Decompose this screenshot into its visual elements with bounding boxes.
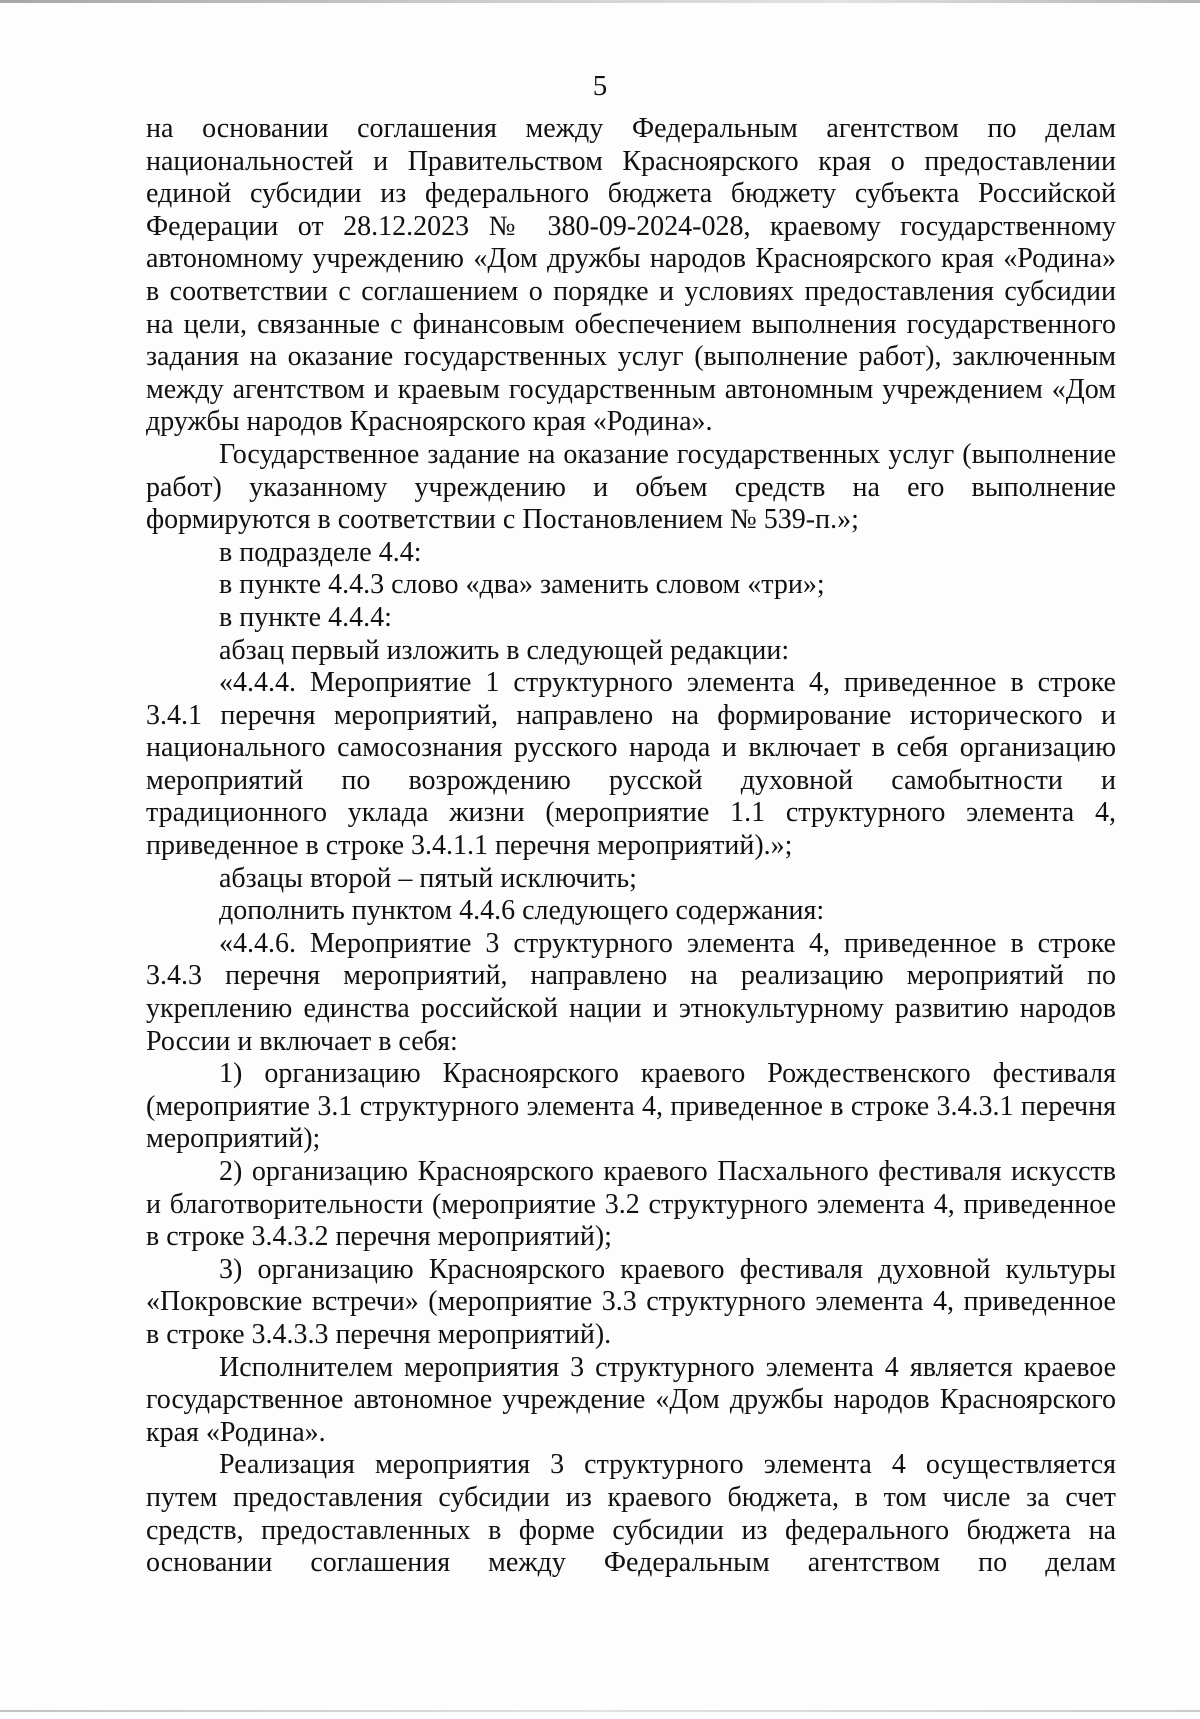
paragraph: в подразделе 4.4: [219,536,422,568]
paragraph-continues-next-page: Реализация мероприятия 3 структурного элемента 4 осуществляется путем предоставления субсидии из краевого бюджета, в том числе за счет средств, предоставленных в форме субсидии из федерального бюджета на основании соглашения между Федеральным агентством по делам [146,1449,1116,1579]
list-item: 1) организацию Красноярского краевого Рождественского фестиваля (мероприятие 3.1 структурного элемента 4, приведенное в строке 3.4.3.1 перечня мероприятий); [146,1058,1116,1155]
paragraph: в пункте 4.4.4: [219,601,392,633]
scan-edge-bottom [0,1710,1200,1712]
paragraph: в пункте 4.4.3 слово «два» заменить словом «три»; [219,569,825,601]
page-number: 5 [592,70,608,102]
paragraph: Исполнителем мероприятия 3 структурного элемента 4 является краевое государственное автономное учреждение «Дом дружбы народов Красноярского края «Родина». [146,1351,1116,1448]
paragraph: «4.4.4. Мероприятие 1 структурного элемента 4, приведенное в строке 3.4.1 перечня мероприятий, направлено на формирование исторического и национального самосознания русского народа и включает в себя организацию мероприятий по возрождению русской духовной самобытности и традиционного уклада жизни (мероприятие 1.1 структурного элемента 4, приведенное в строке 3.4.1.1 перечня мероприятий).»; [146,667,1116,862]
document-body [146,113,1116,1580]
paragraph: абзац первый изложить в следующей редакции: [219,634,790,666]
paragraph: абзацы второй – пятый исключить; [219,862,637,894]
scan-edge-top [0,0,1200,3]
paragraph: Государственное задание на оказание государственных услуг (выполнение работ) указанному учреждению и объем средств на его выполнение формируются в соответствии с Постановлением № 539-п.»; [146,438,1116,536]
paragraph-continuation: на основании соглашения между Федеральным агентством по делам национальностей и Правительством Красноярского края о предоставлении единой субсидии из федерального бюджета бюджету субъекта Российской Федерации от 28.12.2023 № 380-09-2024-028, краевому государственному автономному учреждению «Дом дружбы народов Красноярского края «Родина» в соответствии с соглашением о порядке и условиях предоставления субсидии на цели, связанные с финансовым обеспечением выполнения государственного задания на оказание государственных услуг (выполнение работ), заключенным между агентством и краевым государственным автономным учреждением «Дом дружбы народов Красноярского края «Родина». [146,113,1116,438]
list-item: 3) организацию Красноярского краевого фестиваля духовной культуры «Покровские встречи» (мероприятие 3.3 структурного элемента 4, приведенное в строке 3.4.3.3 перечня мероприятий). [146,1253,1116,1350]
paragraph: дополнить пунктом 4.4.6 следующего содержания: [219,895,825,927]
list-item: 2) организацию Красноярского краевого Пасхального фестиваля искусств и благотворительности (мероприятие 3.2 структурного элемента 4, приведенное в строке 3.4.3.2 перечня мероприятий); [146,1156,1116,1253]
paragraph: «4.4.6. Мероприятие 3 структурного элемента 4, приведенное в строке 3.4.3 перечня мероприятий, направлено на реализацию мероприятий по укреплению единства российской нации и этнокультурному развитию народов России и включает в себя: [146,927,1116,1057]
